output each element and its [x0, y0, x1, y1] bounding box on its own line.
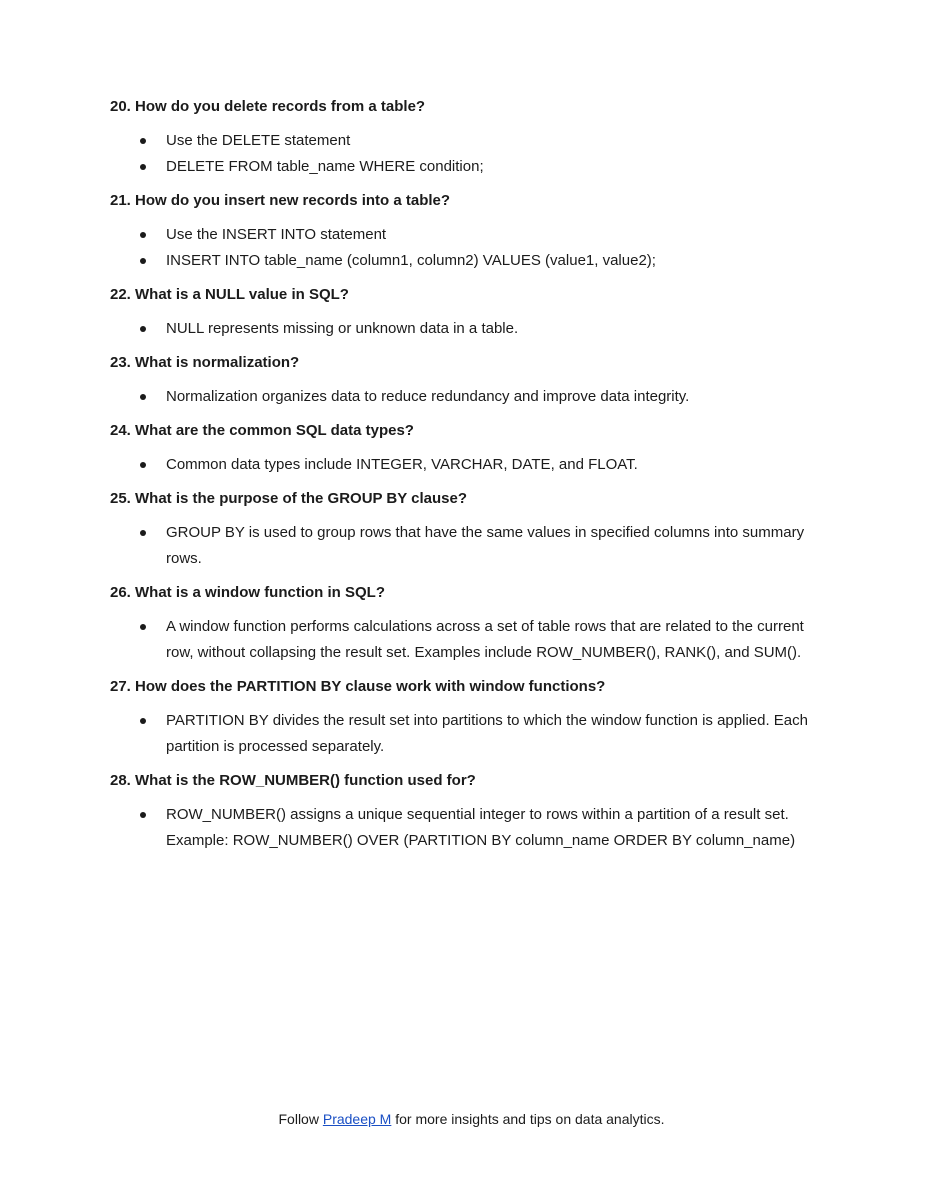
answer-text: GROUP BY is used to group rows that have the same values in specified columns into summary rows.: [166, 524, 805, 567]
question-heading: 26. What is a window function in SQL?: [110, 584, 386, 601]
bullet-icon: [140, 718, 146, 724]
qa-list: [110, 94, 830, 862]
qa-item-27: [110, 674, 830, 760]
answer-item: [110, 802, 830, 854]
qa-item-20: [110, 94, 830, 180]
answer-item: [110, 154, 830, 180]
answer-list: [110, 316, 830, 342]
question-heading: 22. What is a NULL value in SQL?: [110, 286, 349, 303]
bullet-icon: [140, 530, 146, 536]
answer-item: [110, 384, 830, 410]
answer-list: [110, 614, 830, 666]
qa-item-26: [110, 580, 830, 666]
answer-text: DELETE FROM table_name WHERE condition;: [166, 158, 484, 175]
answer-list: [110, 520, 830, 572]
qa-item-24: [110, 418, 830, 478]
answer-list: [110, 708, 830, 760]
question-heading: 25. What is the purpose of the GROUP BY clause?: [110, 490, 468, 507]
answer-text: PARTITION BY divides the result set into partitions to which the window function is applied. Each partition is processed separately.: [166, 712, 808, 755]
answer-list: [110, 452, 830, 478]
answer-list: [110, 128, 830, 180]
qa-item-23: [110, 350, 830, 410]
answer-item: [110, 222, 830, 248]
answer-list: [110, 384, 830, 410]
answer-text: INSERT INTO table_name (column1, column2) VALUES (value1, value2);: [166, 252, 656, 269]
bullet-icon: [140, 462, 146, 468]
answer-text: Use the DELETE statement: [166, 132, 351, 149]
footer-suffix: for more insights and tips on data analytics.: [391, 1111, 665, 1127]
author-link[interactable]: Pradeep M: [322, 1111, 392, 1127]
bullet-icon: [140, 138, 146, 144]
bullet-icon: [140, 164, 146, 170]
answer-item: [110, 520, 830, 572]
answer-text: NULL represents missing or unknown data in a table.: [166, 320, 519, 337]
answer-item: [110, 128, 830, 154]
question-heading: 21. How do you insert new records into a table?: [110, 192, 451, 209]
qa-item-25: [110, 486, 830, 572]
question-heading: 24. What are the common SQL data types?: [110, 422, 414, 439]
bullet-icon: [140, 326, 146, 332]
footer-prefix: Follow: [278, 1111, 323, 1127]
question-heading: 23. What is normalization?: [110, 354, 300, 371]
answer-item: [110, 614, 830, 666]
qa-item-22: [110, 282, 830, 342]
answer-text: A window function performs calculations across a set of table rows that are related to the current row, without collapsing the result set. Examples include ROW_NUMBER(), RANK(), and SUM().: [166, 618, 804, 661]
bullet-icon: [140, 624, 146, 630]
bullet-icon: [140, 232, 146, 238]
question-heading: 27. How does the PARTITION BY clause work with window functions?: [110, 678, 606, 695]
answer-text: Use the INSERT INTO statement: [166, 226, 387, 243]
question-heading: 28. What is the ROW_NUMBER() function used for?: [110, 772, 476, 789]
footer-note: [0, 1108, 943, 1130]
qa-item-21: [110, 188, 830, 274]
answer-list: [110, 802, 830, 854]
qa-item-28: [110, 768, 830, 854]
answer-text: Normalization organizes data to reduce redundancy and improve data integrity.: [166, 388, 690, 405]
answer-item: [110, 452, 830, 478]
answer-text: Common data types include INTEGER, VARCHAR, DATE, and FLOAT.: [166, 456, 638, 473]
bullet-icon: [140, 258, 146, 264]
answer-item: [110, 248, 830, 274]
answer-text: ROW_NUMBER() assigns a unique sequential integer to rows within a partition of a result set. Example: ROW_NUMBER() OVER (PARTITION BY column_name ORDER BY column_name): [166, 806, 796, 849]
answer-item: [110, 708, 830, 760]
question-heading: 20. How do you delete records from a table?: [110, 98, 426, 115]
answer-item: [110, 316, 830, 342]
bullet-icon: [140, 394, 146, 400]
bullet-icon: [140, 812, 146, 818]
answer-list: [110, 222, 830, 274]
